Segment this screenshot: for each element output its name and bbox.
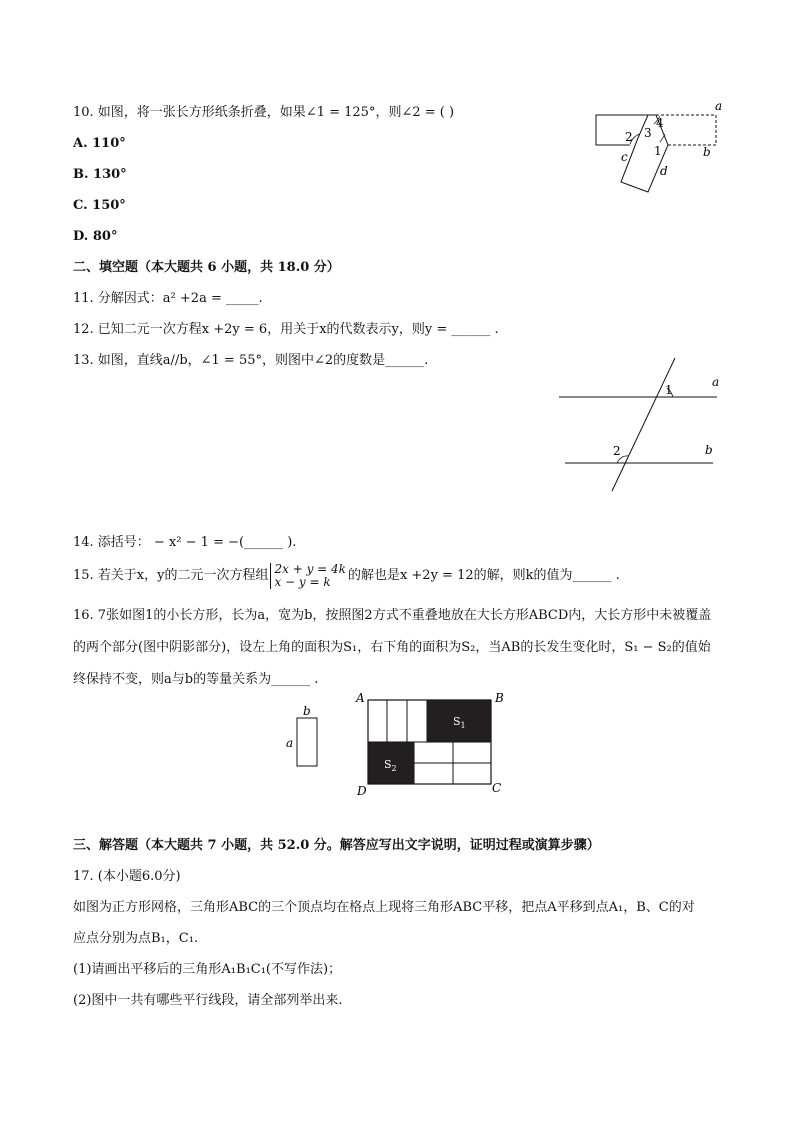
q13-label-a: a — [712, 375, 720, 389]
q10-label-4: 4 — [656, 116, 664, 130]
q16-label-s1: $S_1$ — [453, 715, 466, 730]
section-2-heading: 二、填空题（本大题共 6 小题，共 18.0 分） — [73, 260, 340, 275]
q13-parallel-lines-figure — [555, 355, 725, 495]
q16-figure-2-rectangle-abcd — [350, 688, 510, 800]
q17-body-line-2: 应点分别为点B₁，C₁. — [73, 931, 199, 946]
q13-label-1: 1 — [665, 383, 673, 397]
q13-label-2: 2 — [613, 444, 621, 458]
q15-prefix: 15. 若关于x，y的二元一次方程组 — [73, 568, 269, 583]
q10-option-d: D. 80° — [73, 229, 118, 244]
q10-stem: 10. 如图，将一张长方形纸条折叠，如果∠1 = 125°，则∠2 = ( ) — [73, 105, 455, 120]
q15-suffix: 的解也是x +2y = 12的解，则k的值为______ . — [347, 568, 620, 583]
q15-eq1: 2x + y = 4k — [274, 561, 346, 576]
q15-text — [73, 562, 620, 590]
q10-option-c: C. 150° — [73, 198, 126, 213]
q17-part-1: (1)请画出平移后的三角形A₁B₁C₁(不写作法)； — [73, 962, 342, 977]
q16-label-s2: $S_2$ — [384, 758, 397, 773]
q15-equation-system — [270, 563, 345, 589]
q15-eq2: x − y = k — [274, 574, 331, 589]
q10-label-a: a — [715, 99, 723, 113]
q10-label-3: 3 — [644, 126, 652, 140]
q16-figure-1-small-rectangle — [282, 704, 327, 774]
q14-text: 14. 添括号： − x² − 1 = −(______ ). — [73, 535, 297, 550]
q10-label-d: d — [660, 164, 668, 178]
q16-label-D: D — [357, 784, 367, 798]
q16-fig1-label-a: a — [286, 736, 294, 750]
q17-title: 17. (本小题6.0分) — [73, 869, 181, 884]
q13-label-b: b — [705, 443, 713, 457]
q17-part-2: (2)图中一共有哪些平行线段，请全部列举出来. — [73, 993, 343, 1008]
q10-option-b: B. 130° — [73, 167, 127, 182]
q11-text: 11. 分解因式：a² +2a = _____. — [73, 291, 263, 306]
section-3-heading: 三、解答题（本大题共 7 小题，共 52.0 分。解答应写出文字说明，证明过程或演算步骤） — [73, 838, 600, 853]
q17-body-line-1: 如图为正方形网格，三角形ABC的三个顶点均在格点上现将三角形ABC平移，把点A平移到点A₁，B、C的对 — [73, 900, 695, 915]
q10-option-a: A. 110° — [73, 136, 126, 151]
q10-label-b: b — [703, 145, 711, 159]
q10-folded-strip-figure — [590, 98, 730, 193]
q10-label-1: 1 — [654, 144, 662, 158]
q16-label-C: C — [492, 781, 502, 795]
q16-text: 16. 7张如图1的小长方形，长为a，宽为b，按照图2方式不重叠地放在大长方形ABCD内，大长方形中未被覆盖的两个部分(图中阴影部分)，设左上角的面积为S₁，右下角的面积为S₂，当AB的长发生变化时，S₁ − S₂的值始终保持不变，则a与b的等量关系为______ . — [73, 608, 712, 687]
q16-fig1-label-b: b — [303, 704, 311, 718]
q10-label-2: 2 — [625, 130, 633, 144]
q10-label-c: c — [621, 150, 628, 164]
q16-label-B: B — [495, 691, 504, 705]
q12-text: 12. 已知二元一次方程x +2y = 6，用关于x的代数表示y，则y = ______ . — [73, 322, 499, 337]
q16-label-A: A — [356, 691, 365, 705]
q13-stem: 13. 如图，直线a//b，∠1 = 55°，则图中∠2的度数是______. — [73, 353, 429, 368]
